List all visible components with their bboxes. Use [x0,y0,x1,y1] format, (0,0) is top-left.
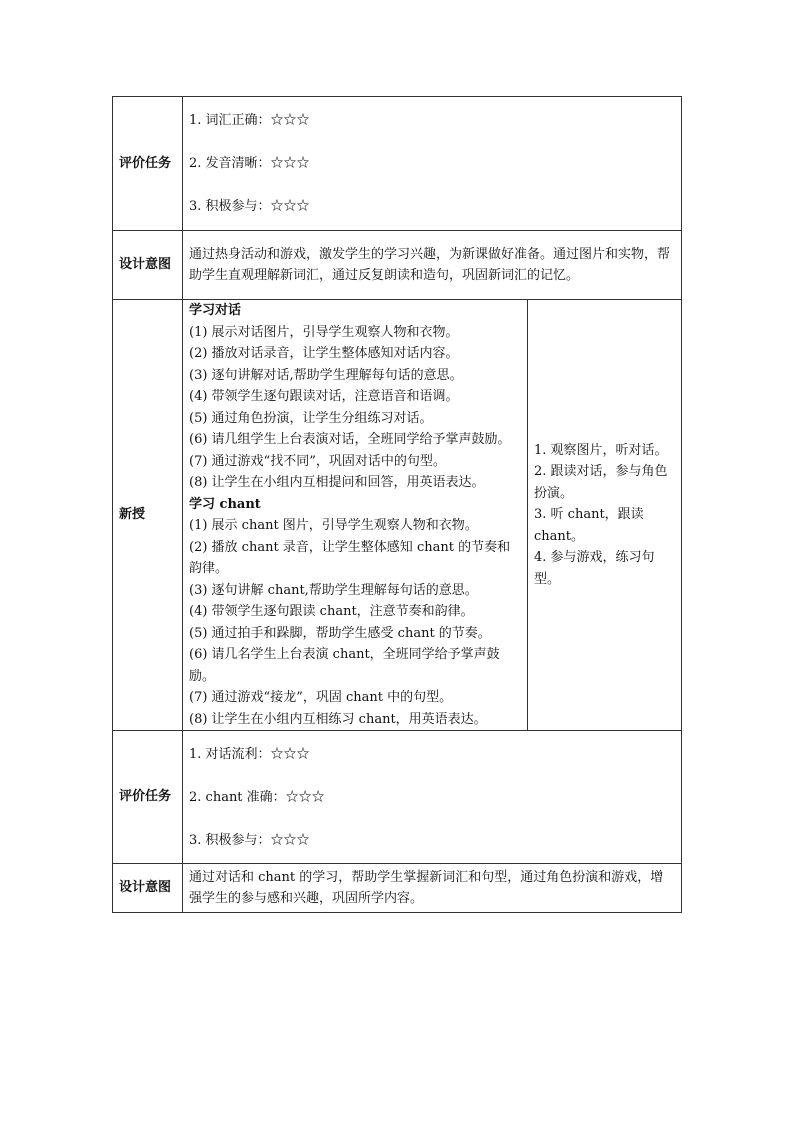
design-text-2: 通过对话和 chant 的学习，帮助学生掌握新词汇和句型，通过角色扮演和游戏，增强学生的参与感和兴趣，巩固所学内容。 [183,864,682,913]
dialogue-step: (4) 带领学生逐句跟读对话，注意语音和语调。 [189,389,459,404]
student-activities [528,300,682,731]
eval-cell-2 [183,731,682,864]
eval-item: 3. 积极参与：☆☆☆ [189,832,310,848]
design-head-2: 设计意图 [113,864,183,913]
star-rating: ☆☆☆ [285,789,325,805]
teach-row [113,300,682,731]
dialogue-step: (8) 让学生在小组内互相提问和回答，用英语表达。 [189,475,485,490]
eval-item: 1. 对话流利：☆☆☆ [189,746,310,762]
eval-item: 2. chant 准确：☆☆☆ [189,789,325,805]
eval-row-1 [113,97,682,231]
eval-head-2: 评价任务 [113,731,183,864]
eval-cell-1 [183,97,682,231]
student-activity: 3. 听 chant，跟读 chant。 [534,507,644,544]
chant-step: (8) 让学生在小组内互相练习 chant，用英语表达。 [189,711,487,727]
dialogue-step: (7) 通过游戏“找不同”，巩固对话中的句型。 [189,453,446,469]
eval-item: 3. 积极参与：☆☆☆ [189,199,310,214]
student-activity: 1. 观察图片，听对话。 [534,442,668,458]
chant-title: 学习 chant [189,496,261,512]
eval-item: 2. 发音清晰：☆☆☆ [189,156,310,171]
chant-step: (4) 带领学生逐句跟读 chant，注意节奏和韵律。 [189,604,474,619]
dialogue-title: 学习对话 [189,303,242,318]
chant-step: (6) 请几名学生上台表演 chant，全班同学给予掌声鼓励。 [189,647,500,684]
dialogue-step: (1) 展示对话图片，引导学生观察人物和衣物。 [189,324,459,340]
teacher-activities [183,300,528,731]
star-rating: ☆☆☆ [270,832,310,848]
chant-step: (3) 逐句讲解 chant,帮助学生理解每句话的意思。 [189,582,478,598]
student-activity: 2. 跟读对话，参与角色扮演。 [534,464,668,501]
teach-head: 新授 [113,300,183,731]
eval-item: 1. 词汇正确：☆☆☆ [189,113,310,128]
star-rating: ☆☆☆ [270,746,310,762]
star-rating: ☆☆☆ [270,199,310,214]
design-text-1: 通过热身活动和游戏，激发学生的学习兴趣，为新课做好准备。通过图片和实物，帮助学生直观理解新词汇，通过反复朗读和造句，巩固新词汇的记忆。 [183,231,682,300]
lesson-plan-table [112,96,682,913]
eval-row-2 [113,731,682,864]
chant-step: (5) 通过拍手和跺脚，帮助学生感受 chant 的节奏。 [189,625,491,641]
design-row-1 [113,231,682,300]
dialogue-step: (2) 播放对话录音，让学生整体感知对话内容。 [189,346,459,361]
dialogue-step: (3) 逐句讲解对话,帮助学生理解每句话的意思。 [189,367,463,383]
student-activity: 4. 参与游戏，练习句型。 [534,550,655,587]
chant-step: (1) 展示 chant 图片，引导学生观察人物和衣物。 [189,518,478,533]
dialogue-step: (5) 通过角色扮演，让学生分组练习对话。 [189,410,433,426]
chant-step: (2) 播放 chant 录音，让学生整体感知 chant 的节奏和韵律。 [189,539,511,576]
eval-head-1: 评价任务 [113,97,183,231]
design-head-1: 设计意图 [113,231,183,300]
chant-step: (7) 通过游戏“接龙”，巩固 chant 中的句型。 [189,690,453,705]
star-rating: ☆☆☆ [270,156,310,171]
star-rating: ☆☆☆ [270,113,310,128]
design-row-2 [113,864,682,913]
dialogue-step: (6) 请几组学生上台表演对话，全班同学给予掌声鼓励。 [189,432,511,447]
